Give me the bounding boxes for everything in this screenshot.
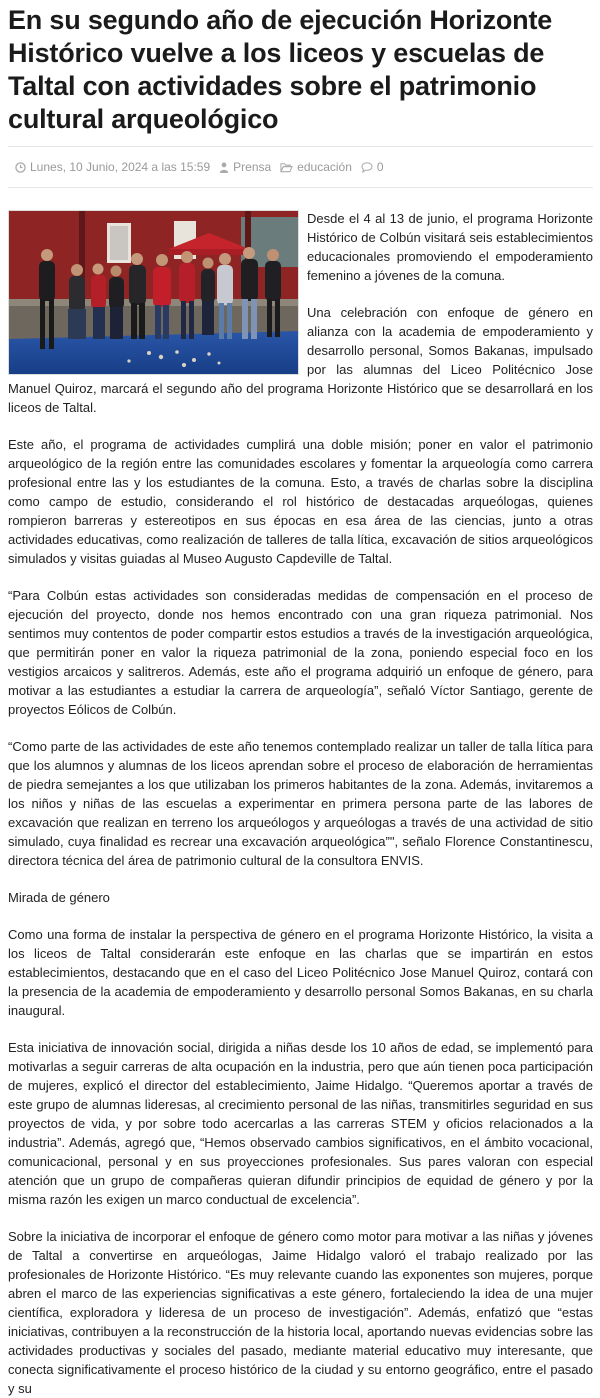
paragraph-7: Esta iniciativa de innovación social, dirigida a niñas desde los 10 años de edad, se implementó para motivarlas a seguir carreras de alta ocupación en la industria, pero que aún tienen poca participación de mujeres, explicó el director del establecimiento, Jaime Hidalgo. “Queremos aportar a través de este grupo de alumnas lideresas, al crecimiento personal de las niñas, transmitirles seguridad en sus proyectos de vida, y por sobre todo acercarlas a las carreras STEM y oficios relacionados a la industria”. Además, agregó que, “Hemos observado cambios significativos, en el ámbito vocacional, comunicacional, personal y en sus proyecciones profesionales. Sus pares valoran con especial atención que un grupo de compañeras quieran difundir principios de equidad de género y por la misma razón les exigen un marco conductual de excelencia”.: [8, 1040, 593, 1207]
subheading-mirada-de-genero: Mirada de género: [8, 890, 110, 905]
paragraph-2: Una celebración con enfoque de género en alianza con la academia de empoderamiento y desarrollo personal, Somos Bakanas, impulsado por las alumnas del Liceo Politécnico Jose Manuel Quiroz, marcará el segundo año del programa Horizonte Histórico que se desarrollará en los liceos de Taltal.: [8, 305, 593, 415]
meta-author-link[interactable]: Prensa: [233, 160, 272, 174]
meta-author[interactable]: [219, 160, 271, 174]
comment-icon: [361, 162, 373, 173]
paragraph-8: Sobre la iniciativa de incorporar el enfoque de género como motor para motivar a las niñas y jóvenes de Taltal a convertirse en arqueólogas, Jaime Hidalgo valoró el trabajo realizado por las profesionales de Horizonte Histórico. “Es muy relevante cuando las exponentes son mujeres, porque abren el marco de las experiencias significativas a este género, fortaleciendo la idea de una mujer científica, exploradora y lideresa de un proceso de investigación”. Además, enfatizó que “estas iniciativas, contribuyen a la reconstrucción de la historia local, aportando nuevas evidencias sobre las actividades productivas y sociales del pasado, mediante material educativo muy interesante, que conecta significativamente el proceso histórico de la ciudad y su entorno geográfico, entre el pasado y su: [8, 1229, 593, 1396]
meta-comments-count[interactable]: 0: [376, 160, 384, 174]
article-title: En su segundo año de ejecución Horizonte Histórico vuelve a los liceos y escuelas de Taltal con actividades sobre el patrimonio cultural arqueológico: [8, 5, 553, 134]
meta-comments[interactable]: [361, 160, 384, 174]
article-body: [8, 209, 593, 1398]
meta-category-link[interactable]: educación: [297, 160, 352, 174]
paragraph-6: Como una forma de instalar la perspectiva de género en el programa Horizonte Histórico, la visita a los liceos de Taltal considerarán este enfoque en las charlas que se impartirán en estos establecimientos, destacando que en el caso del Liceo Politécnico Jose Manuel Quiroz, contará con la presencia de la academia de empoderamiento y desarrollo personal Somos Bakanas, en su charla inaugural.: [8, 927, 593, 1018]
paragraph-3: Este año, el programa de actividades cumplirá una doble misión; poner en valor el patrimonio arqueológico de la región entre las comunidades escolares y fomentar la arqueología como carrera profesional entre las y los estudiantes de la comuna. Esto, a través de charlas sobre la disciplina como campo de estudio, considerando el rol histórico de destacadas arqueólogas, quienes rompieron barreras y estereotipos en sus épocas en esa área de las ciencias, junto a otras actividades educativas, como realización de talleres de talla lítica, excavación de sitios arqueológicos simulados y visitas guiadas al Museo Augusto Capdeville de Taltal.: [8, 437, 593, 566]
meta-date: [15, 160, 210, 174]
group-photo-image: [9, 211, 298, 374]
user-icon: [219, 162, 229, 173]
article-photo: [8, 210, 299, 375]
article-meta: [8, 146, 593, 175]
paragraph-5: “Como parte de las actividades de este año tenemos contemplado realizar un taller de talla lítica para que los alumnos y alumnas de los liceos aprendan sobre el proceso de elaboración de herramientas de piedra semejantes a los que utilizaban los primeros habitantes de la zona. Además, invitaremos a los niños y niñas de las escuelas a experimentar en primera persona parte de las labores de excavación que realizan en terreno los arqueólogos y arqueólogas a través de una actividad de sitio simulado, cuya finalidad es recrear una excavación arqueológica”", señalo Florence Constantinescu, directora técnica del área de patrimonio cultural de la consultora ENVIS.: [8, 739, 593, 868]
folder-open-icon: [280, 162, 293, 173]
meta-category[interactable]: [280, 160, 352, 174]
meta-date-text: Lunes, 10 Junio, 2024 a las 15:59: [30, 160, 211, 174]
clock-icon: [15, 162, 26, 173]
paragraph-1: Desde el 4 al 13 de junio, el programa Horizonte Histórico de Colbún visitará seis establecimientos educacionales promoviendo el empoderamiento femenino a jóvenes de la comuna.: [307, 211, 593, 283]
meta-divider: [8, 187, 593, 188]
paragraph-4: “Para Colbún estas actividades son consideradas medidas de compensación en el proceso de ejecución del proyecto, donde nos hemos encontrado con una gran riqueza patrimonial. Nos sentimos muy contentos de poder compartir estos estudios a través de la investigación arqueológica, que permitirán poner en valor la riqueza patrimonial de la zona, poniendo especial foco en los vestigios arcaicos y salitreros. Además, este año el programa adquirió un enfoque de género, para motivar a las estudiantes a estudiar la carrera de arqueología”, señaló Víctor Santiago, gerente de proyectos Eólicos de Colbún.: [8, 588, 593, 717]
